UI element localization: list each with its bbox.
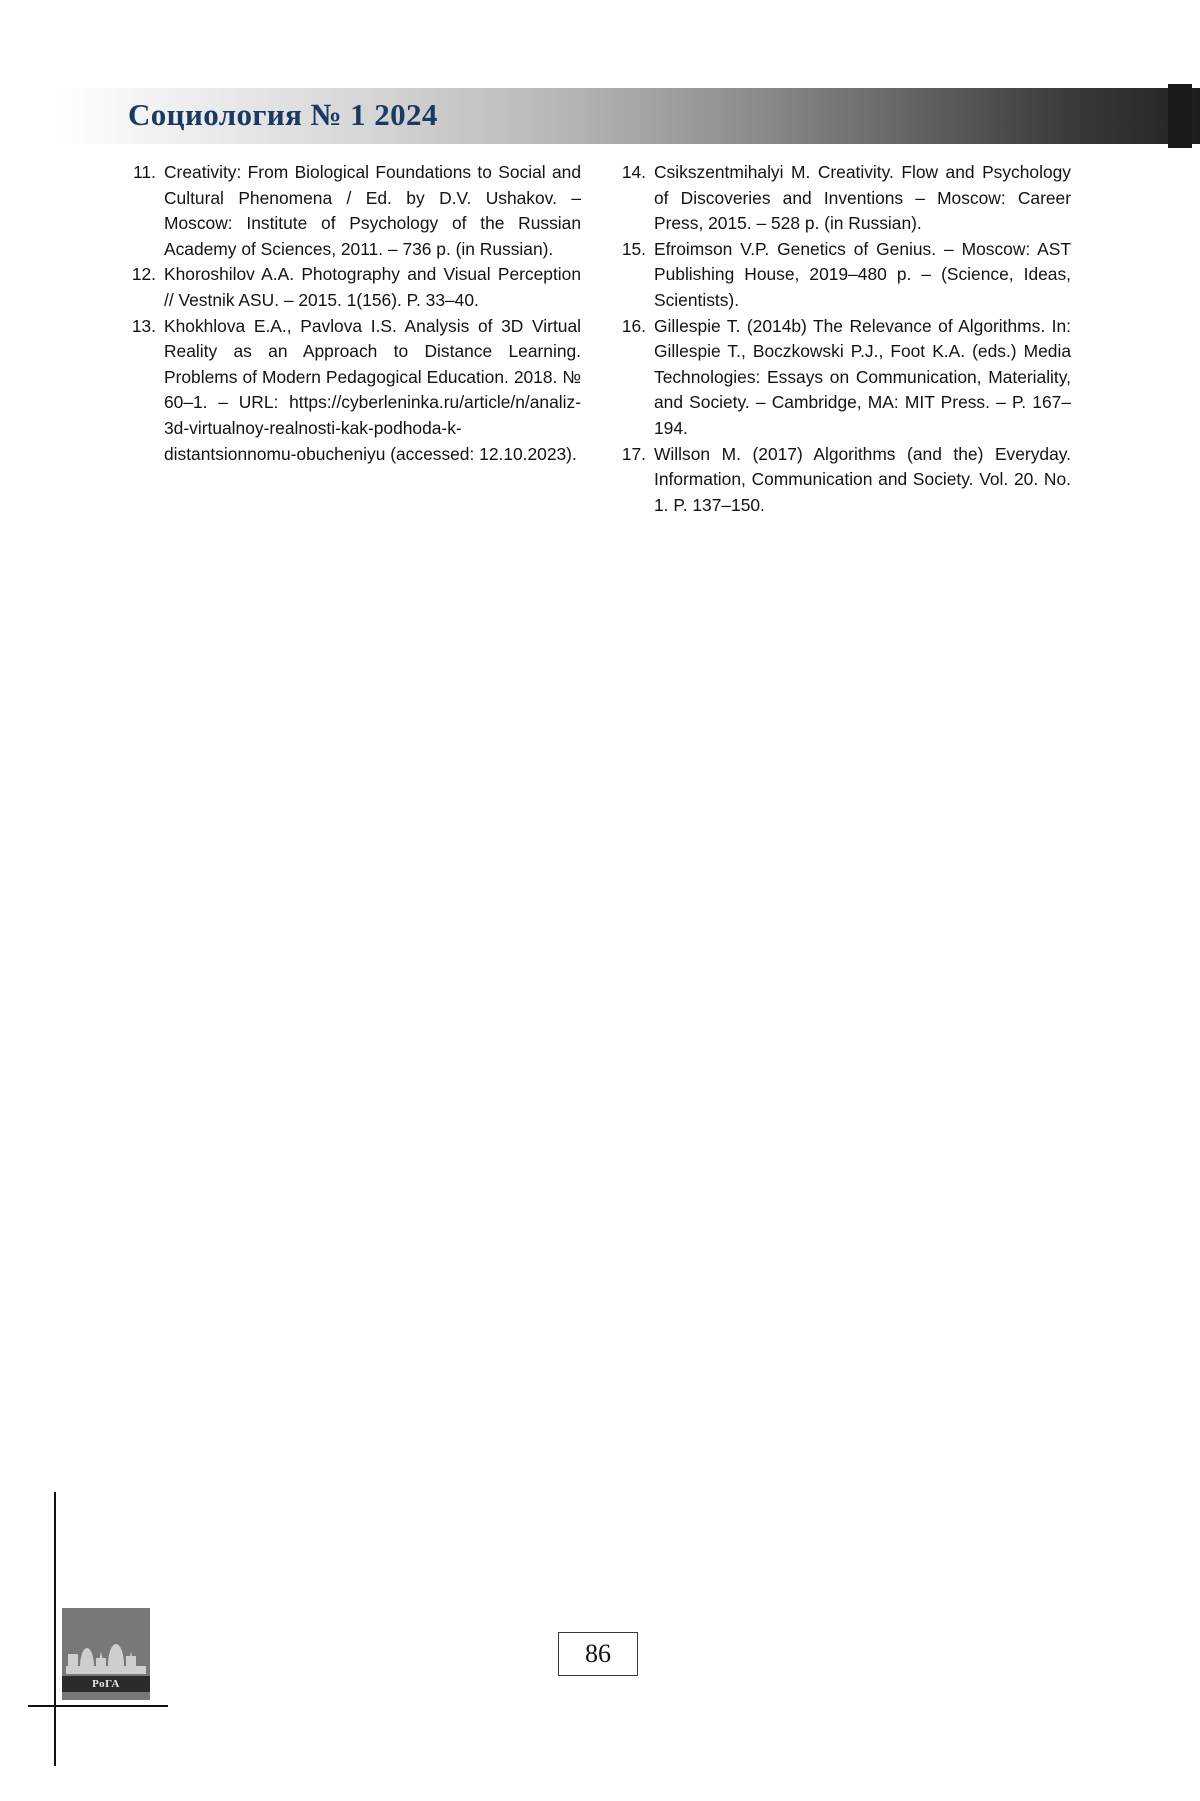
reference-number: 11. (133, 162, 156, 182)
reference-column-right (616, 160, 1071, 518)
reference-number: 15. (621, 238, 646, 259)
reference-list-left (126, 160, 581, 467)
reference-number: 17. (621, 443, 646, 464)
reference-item (126, 262, 581, 313)
crop-mark-vertical (54, 1492, 56, 1766)
reference-item (616, 237, 1071, 314)
journal-title: Социология (128, 97, 303, 132)
reference-text: Creativity: From Biological Foundations to Social and Cultural Phenomena / Ed. by D.V. Ushakov. – Moscow: Institute of Psychology of the Russian Academy of Sciences, 2011. – 736 p. (in Russian). (164, 162, 581, 259)
reference-number: 12. (131, 264, 156, 285)
header-band-cap (1168, 84, 1192, 148)
reference-text: Willson M. (2017) Algorithms (and the) Everyday. Information, Communication and Society. Vol. 20. No. 1. P. 137–150. (654, 443, 1071, 515)
logo-label-bar (62, 1676, 150, 1692)
issue-label: № 1 (310, 97, 367, 132)
reference-item (126, 160, 581, 262)
logo-label: РоГА (92, 1678, 120, 1690)
reference-item (616, 314, 1071, 442)
reference-list-right (616, 160, 1071, 518)
skyline-icon (66, 1626, 146, 1674)
crop-mark-horizontal (28, 1705, 168, 1707)
reference-text: Khokhlova E.A., Pavlova I.S. Analysis of 3D Virtual Reality as an Approach to Distance Learning. Problems of Modern Pedagogical Education. 2018. № 60–1. – URL: https://cyberleninka.ru/article/n/analiz-3d-virtualnoy-realnosti-kak-podhoda-k-distantsionnomu-obucheniyu (accessed: 12.10.2023). (164, 315, 581, 464)
reference-column-left (126, 160, 581, 467)
page-header-title (128, 97, 438, 133)
reference-text: Efroimson V.P. Genetics of Genius. – Moscow: AST Publishing House, 2019–480 p. – (Science, Ideas, Scientists). (654, 238, 1071, 310)
reference-text: Khoroshilov A.A. Photography and Visual Perception // Vestnik ASU. – 2015. 1(156). P. 33–40. (164, 264, 581, 310)
reference-number: 14. (621, 162, 646, 182)
reference-item (616, 442, 1071, 519)
reference-text: Gillespie T. (2014b) The Relevance of Algorithms. In: Gillespie T., Boczkowski P.J., Foot K.A. (eds.) Media Technologies: Essays on Communication, Materiality, and Society. – Cambridge, MA: MIT Press. – P. 167–194. (654, 315, 1071, 438)
reference-number: 16. (621, 315, 646, 336)
issue-year: 2024 (374, 97, 438, 132)
reference-item (126, 314, 581, 468)
page-number-value: 86 (585, 1639, 611, 1668)
reference-item (616, 160, 1071, 237)
page-number (558, 1632, 638, 1676)
reference-number: 13. (131, 315, 156, 336)
reference-text: Csikszentmihalyi M. Creativity. Flow and Psychology of Discoveries and Inventions – Moscow: Career Press, 2015. – 528 p. (in Russian). (654, 162, 1071, 234)
publisher-logo (62, 1608, 150, 1700)
